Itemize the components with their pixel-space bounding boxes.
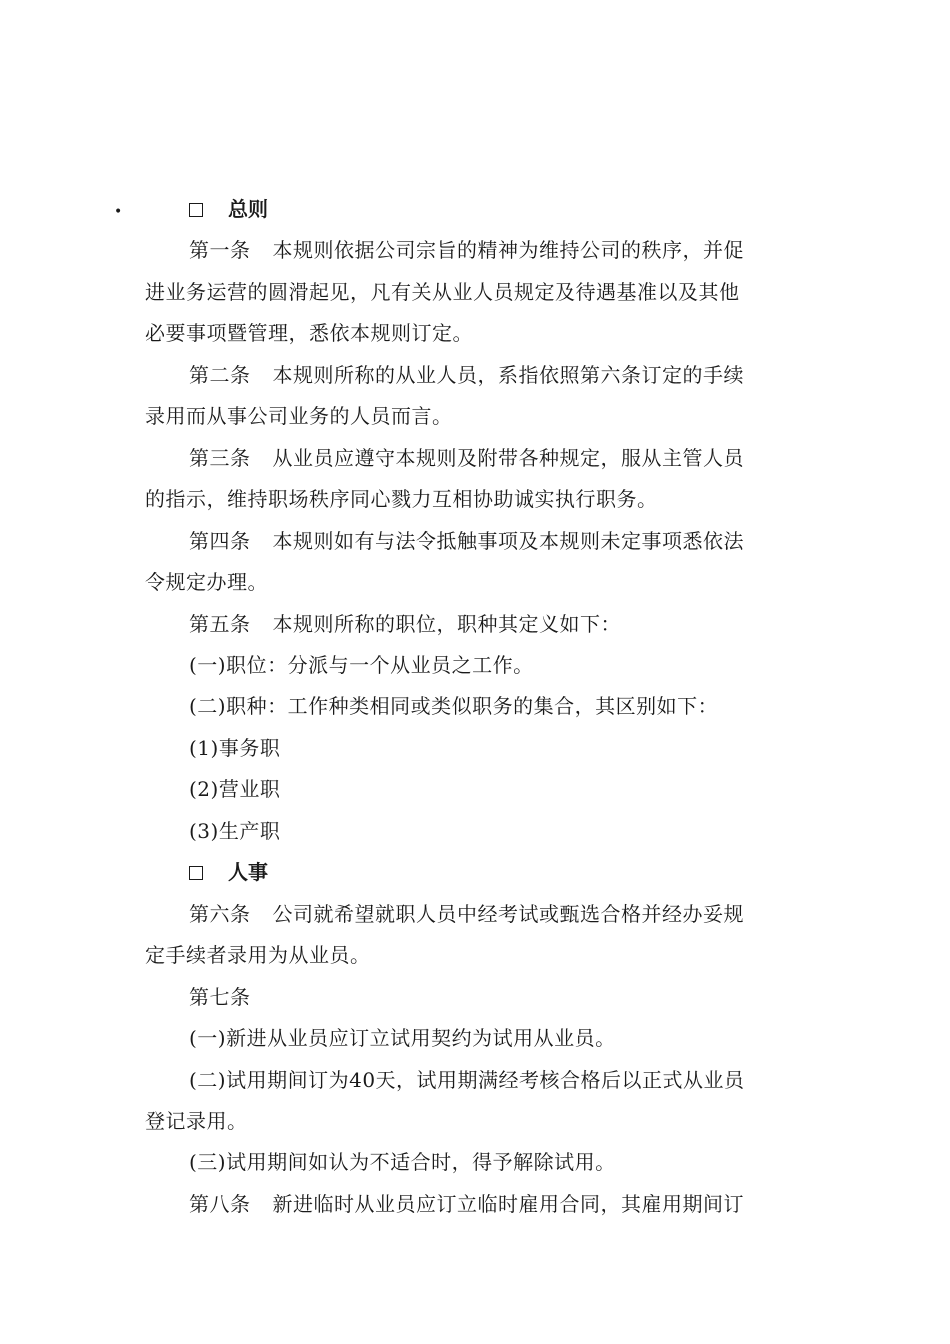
section-heading-general (189, 197, 268, 221)
article-3-line-1: 第三条 从业员应遵守本规则及附带各种规定，服从主管人员 (189, 446, 744, 470)
article-label: 第一条 (189, 238, 251, 262)
article-5-line-1: 第五条 本规则所称的职位，职种其定义如下： (189, 612, 621, 636)
article-5-item-2: (二)职种：工作种类相同或类似职务的集合，其区别如下： (189, 694, 719, 718)
section-heading-personnel (189, 860, 268, 884)
section-title: 总则 (228, 197, 268, 221)
article-7-item-3: (三)试用期间如认为不适合时，得予解除试用。 (189, 1150, 616, 1174)
article-5-subitem-3: (3)生产职 (189, 819, 281, 843)
article-7-label: 第七条 (189, 985, 251, 1009)
section-title: 人事 (228, 860, 268, 884)
article-label: 第三条 (189, 446, 251, 470)
checkbox-icon (189, 203, 203, 217)
article-1-line-2: 进业务运营的圆滑起见，凡有关从业人员规定及待遇基准以及其他 (145, 280, 740, 304)
article-3-line-2: 的指示，维持职场秩序同心戮力互相协助诚实执行职务。 (145, 487, 658, 511)
article-1-line-3: 必要事项暨管理，悉依本规则订定。 (145, 321, 473, 345)
article-8-line-1: 第八条 新进临时从业员应订立临时雇用合同，其雇用期间订 (189, 1192, 744, 1216)
checkbox-icon (189, 866, 203, 880)
article-4-line-1: 第四条 本规则如有与法令抵触事项及本规则未定事项悉依法 (189, 529, 744, 553)
article-5-subitem-2: (2)营业职 (189, 777, 281, 801)
article-6-line-1: 第六条 公司就希望就职人员中经考试或甄选合格并经办妥规 (189, 902, 744, 926)
article-4-line-2: 令规定办理。 (145, 570, 268, 594)
article-label: 第八条 (189, 1192, 251, 1216)
article-label: 第五条 (189, 612, 251, 636)
article-1-line-1: 第一条 本规则依据公司宗旨的精神为维持公司的秩序，并促 (189, 238, 744, 262)
article-5-item-1: (一)职位：分派与一个从业员之工作。 (189, 653, 534, 677)
article-6-line-2: 定手续者录用为从业员。 (145, 943, 371, 967)
article-label: 第六条 (189, 902, 251, 926)
article-label: 第四条 (189, 529, 251, 553)
article-7-item-2-cont: 登记录用。 (145, 1109, 248, 1133)
article-5-subitem-1: (1)事务职 (189, 736, 281, 760)
article-label: 第二条 (189, 363, 251, 387)
article-2-line-2: 录用而从事公司业务的人员而言。 (145, 404, 453, 428)
list-bullet: • (114, 204, 123, 220)
article-7-item-2: (二)试用期间订为40天，试用期满经考核合格后以正式从业员 (189, 1068, 745, 1092)
article-2-line-1: 第二条 本规则所称的从业人员，系指依照第六条订定的手续 (189, 363, 744, 387)
article-7-item-1: (一)新进从业员应订立试用契约为试用从业员。 (189, 1026, 616, 1050)
